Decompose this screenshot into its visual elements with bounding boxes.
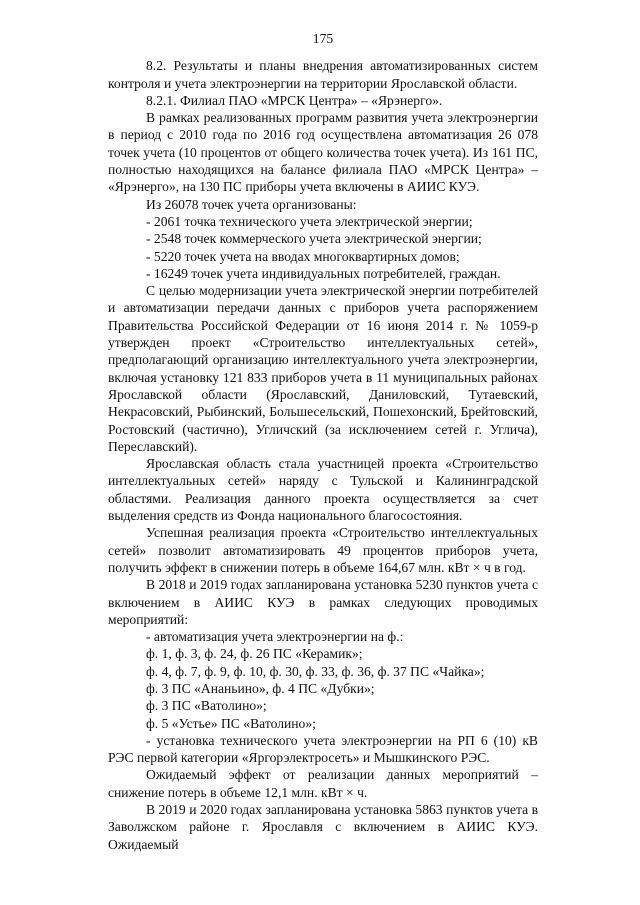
list-item: - 2061 точка технического учета электрической энергии; (146, 213, 473, 229)
points-list (108, 213, 538, 282)
section-title: 8.2. Результаты и планы внедрения автоматизированных систем контроля и учета электроэнергии на территории Ярославской области. (108, 58, 538, 91)
paragraph-plan-2018: В 2018 и 2019 годах запланирована установка 5230 пунктов учета с включением в АИИС КУЭ в рамках следующих проводимых мероприятий: (108, 577, 538, 627)
list-item: ф. 3 ПС «Ватолино»; (146, 698, 267, 714)
list-item: - 16249 точек учета индивидуальных потребителей, граждан. (146, 265, 501, 281)
document-page (108, 30, 538, 853)
list-item: ф. 4, ф. 7, ф. 9, ф. 10, ф. 30, ф. 33, ф. 36, ф. 37 ПС «Чайка»; (146, 663, 485, 679)
subsection-title: 8.2.1. Филиал ПАО «МРСК Центра» – «Ярэнерго». (146, 92, 443, 108)
list-item: - автоматизация учета электроэнергии на ф.: (146, 629, 404, 645)
list-item: ф. 5 «Устье» ПС «Ватолино»; (146, 715, 316, 731)
paragraph-intro: В рамках реализованных программ развития учета электроэнергии в период с 2010 года по 2016 год осуществлена автоматизация 26 078 точек учета (10 процентов от общего количества точек учета). Из 161 ПС, полностью находящихся на балансе филиала ПАО «МРСК Центра» – «Ярэнерго», на 130 ПС приборы учета включены в АИИС КУЭ. (108, 110, 538, 195)
list-item: - 2548 точек коммерческого учета электрической энергии; (146, 231, 482, 247)
paragraph-tech-install: - установка технического учета электроэнергии на РП 6 (10) кВ РЭС первой категории «Яргорэлектросеть» и Мышкинского РЭС. (108, 732, 538, 766)
paragraph-plan-2019: В 2019 и 2020 годах запланирована установка 5863 пунктов учета в Заволжском районе г. Ярославля с включением в АИИС КУЭ. Ожидаемый (108, 802, 538, 852)
paragraph-modernization: С целью модернизации учета электрической энергии потребителей и автоматизации передачи данных с приборов учета распоряжением Правительства Российской Федерации от 16 июня 2014 г. № 1059-р утвержден проект «Строительство интеллектуальных сетей», предполагающий организацию интеллектуального учета электроэнергии, включая установку 121 833 приборов учета в 11 муниципальных районах Ярославской области (Ярославский, Даниловский, Тутаевский, Некрасовский, Рыбинский, Большесельский, Пошехонский, Брейтовский, Ростовский (частично), Угличский (за исключением сетей г. Углича), Переславский). (108, 283, 538, 454)
measures-list (108, 628, 538, 732)
paragraph-participant: Ярославская область стала участницей проекта «Строительство интеллектуальных сетей» наряду с Тульской и Калининградской областями. Реализация данного проекта осуществляется за счет выделения средств из Фонда национального благосостояния. (108, 456, 538, 524)
points-lead: Из 26078 точек учета организованы: (146, 196, 357, 212)
list-item: ф. 3 ПС «Ананьино», ф. 4 ПС «Дубки»; (146, 680, 375, 696)
paragraph-effect: Успешная реализация проекта «Строительство интеллектуальных сетей» позволит автоматизировать 49 процентов приборов учета, получить эффект в снижении потерь в объеме 164,67 млн. кВт × ч в год. (108, 525, 538, 575)
list-item: ф. 1, ф. 3, ф. 24, ф. 26 ПС «Керамик»; (146, 646, 363, 662)
page-number: 175 (312, 31, 334, 46)
paragraph-expected: Ожидаемый эффект от реализации данных мероприятий – снижение потерь в объеме 12,1 млн. кВт × ч. (108, 767, 538, 800)
list-item: - 5220 точек учета на вводах многоквартирных домов; (146, 248, 460, 264)
